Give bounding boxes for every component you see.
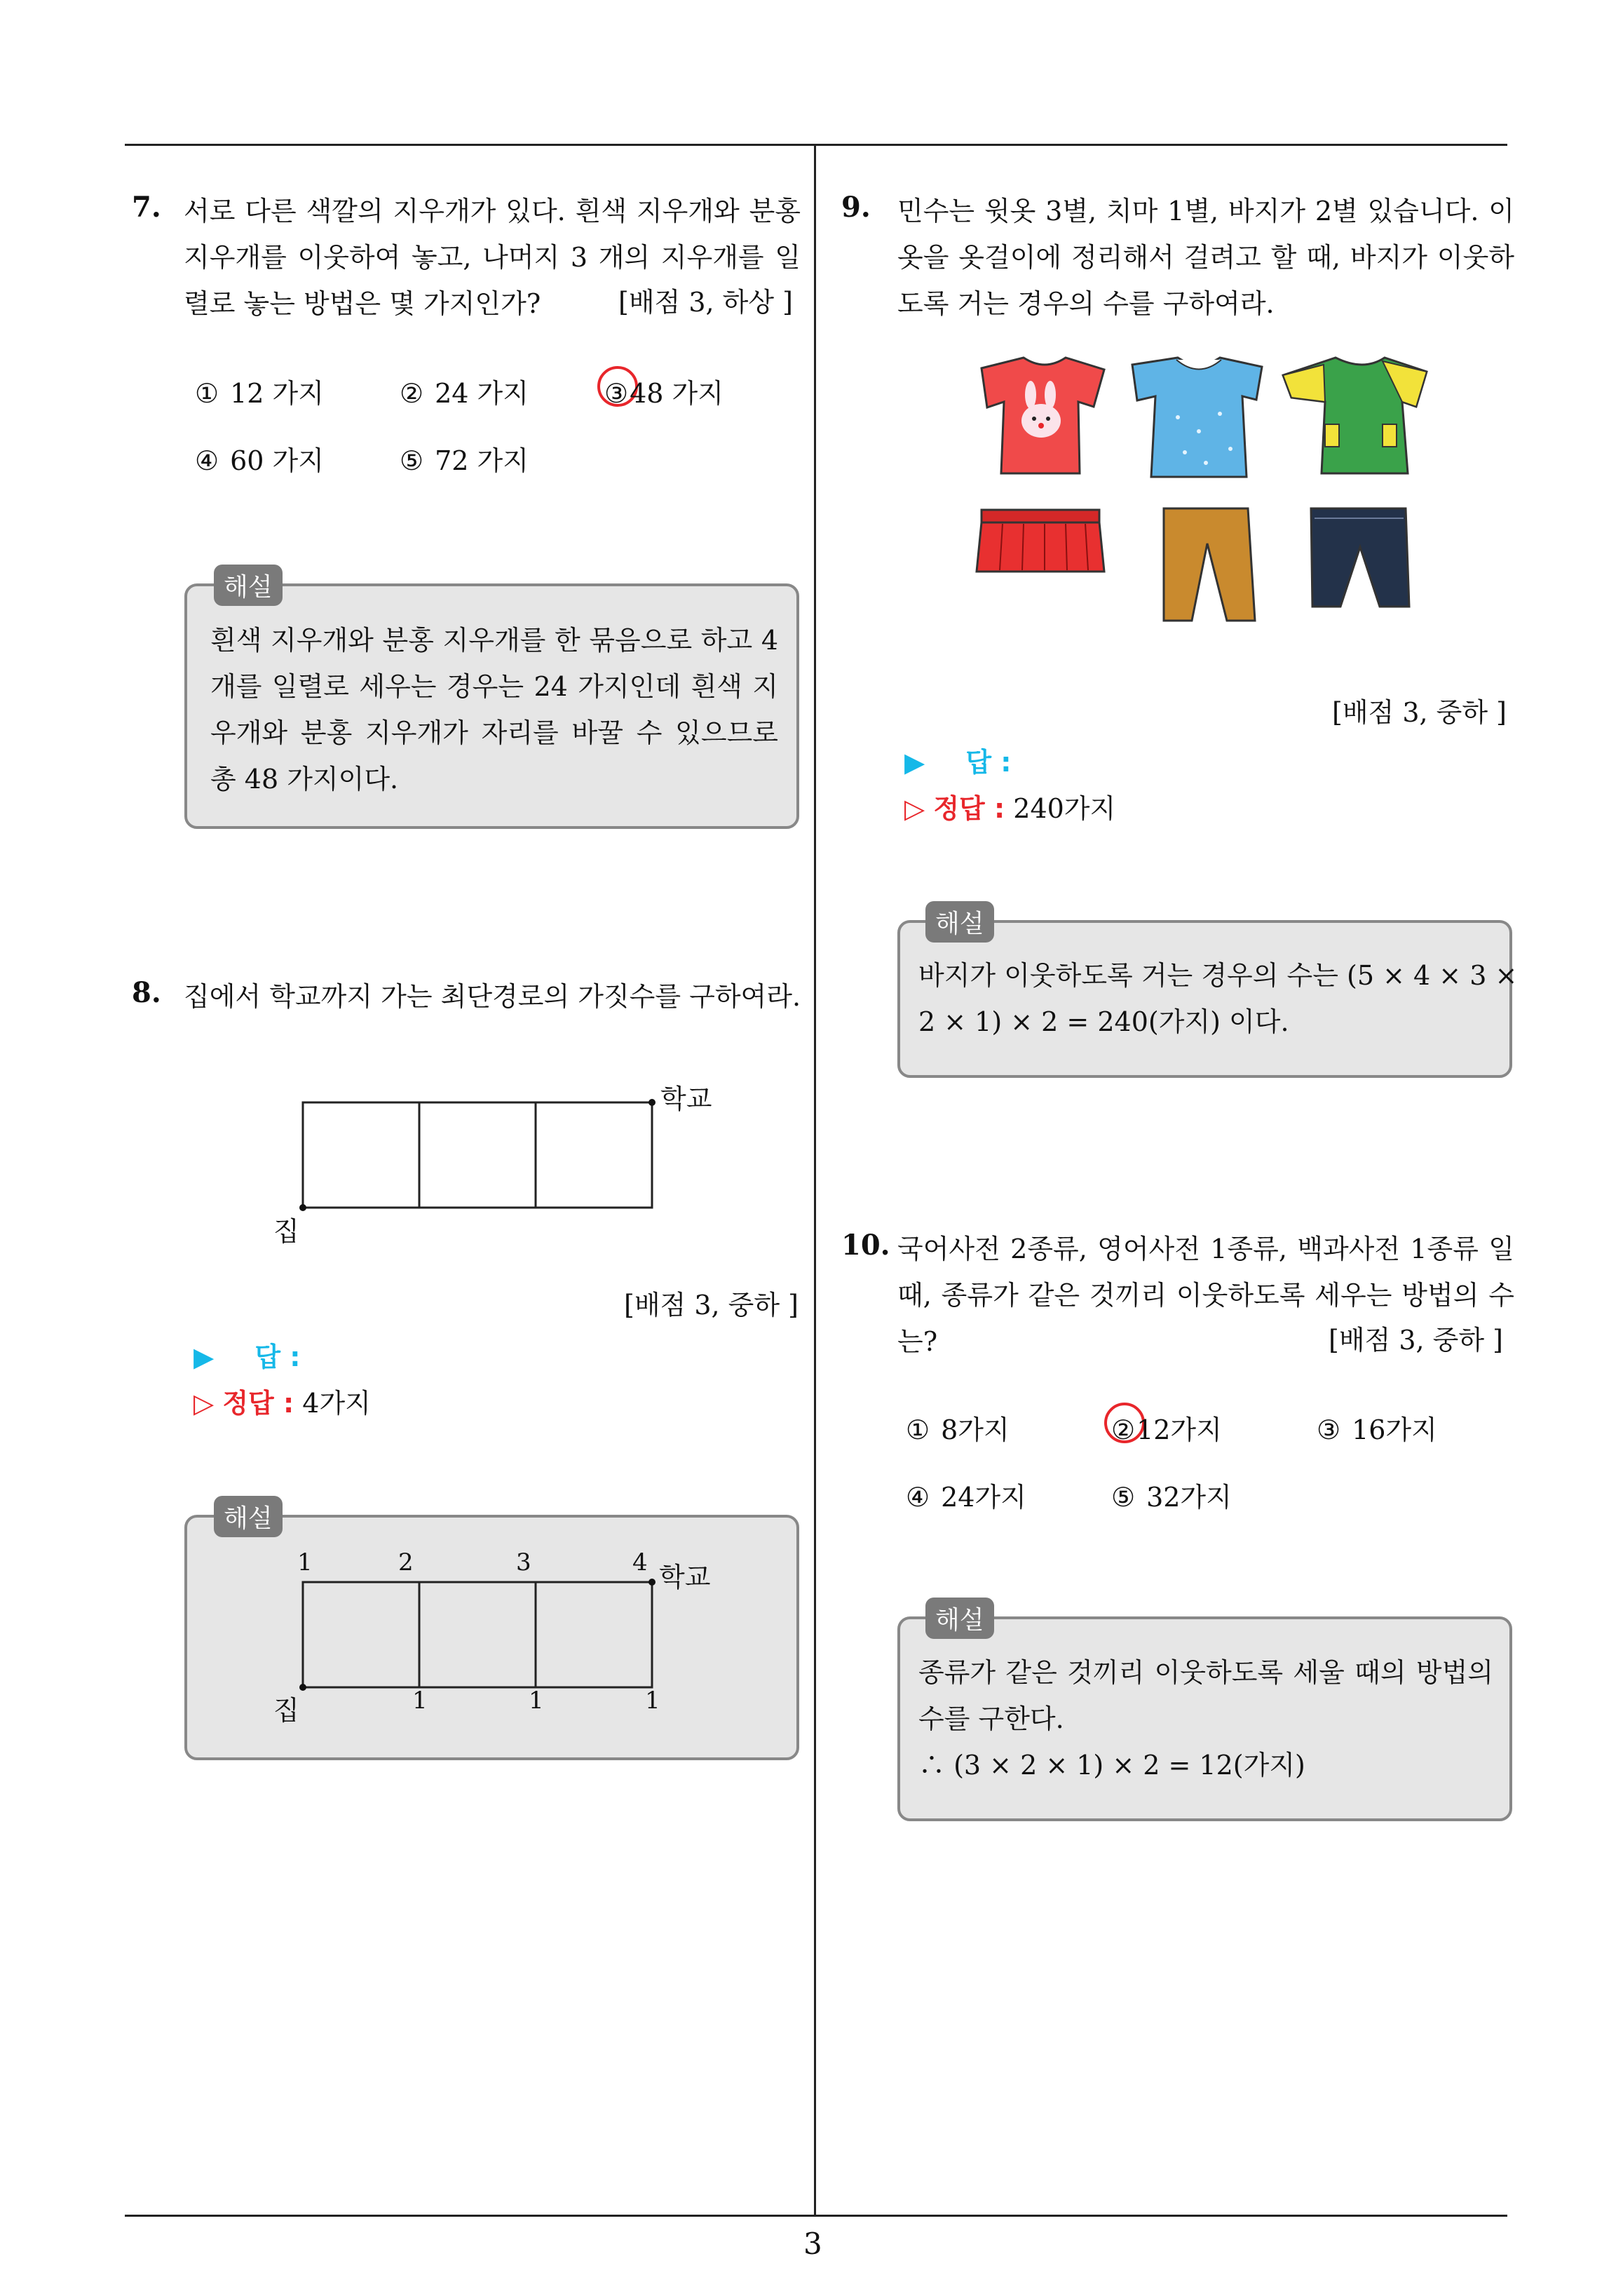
q10-choice-3[interactable] <box>1317 1408 1437 1447</box>
choice-label: 12 가지 <box>230 378 324 409</box>
q7-explanation-tag: 해설 <box>214 565 283 606</box>
choice-label: 24가지 <box>941 1482 1026 1513</box>
q8-grid-diagram <box>266 1073 729 1255</box>
question-10-number: 10. <box>841 1229 890 1262</box>
choice-label: 12가지 <box>1136 1414 1222 1445</box>
q8-correct-line <box>193 1382 371 1420</box>
q10-choice-1[interactable] <box>906 1408 1010 1447</box>
choice-mark: ① <box>195 378 219 409</box>
choice-mark: ⑤ <box>1111 1482 1136 1513</box>
choice-label: 24 가지 <box>435 378 529 409</box>
choice-mark: ③ <box>604 378 629 409</box>
question-8-number: 8. <box>132 976 161 1009</box>
correct-label: 정답 : <box>222 1388 294 1419</box>
dark-jeans-icon <box>1311 508 1409 607</box>
question-7-points: [배점 3, 하상 ] <box>618 287 793 318</box>
blue-blouse-icon <box>1132 358 1262 477</box>
q8-explanation-tag: 해설 <box>214 1496 283 1537</box>
correct-arrow-icon: ▷ <box>193 1388 215 1419</box>
count-label: 1 <box>645 1687 660 1715</box>
q7-choice-2[interactable] <box>400 372 529 410</box>
q8-expl-start-label: 집 <box>273 1695 299 1726</box>
question-7-text: 서로 다른 색깔의 지우개가 있다. 흰색 지우개와 분홍 지우개를 이웃하여 놓고, 나머지 3 개의 지우개를 일렬로 놓는 방법은 몇 가지인가? <box>184 196 801 319</box>
correct-label: 정답 : <box>933 793 1005 824</box>
q10-choice-2[interactable] <box>1111 1408 1222 1447</box>
choice-mark: ② <box>400 378 424 409</box>
answer-label: 답 : <box>254 1342 301 1372</box>
q7-choice-3[interactable] <box>604 372 724 410</box>
green-dress-icon <box>1283 358 1427 473</box>
choice-label: 60 가지 <box>230 445 324 476</box>
choice-mark: ④ <box>195 445 219 476</box>
choice-mark: ① <box>906 1414 930 1445</box>
answer-label: 답 : <box>965 747 1012 778</box>
choice-label: 8가지 <box>941 1414 1010 1445</box>
answer-arrow-icon: ▶ <box>904 747 925 778</box>
red-skirt-icon <box>977 510 1104 572</box>
q9-explanation-line-1: 바지가 이웃하도록 거는 경우의 수는 (5 × 4 × 3 × <box>918 960 1518 991</box>
q10-choice-4[interactable] <box>906 1475 1026 1514</box>
q7-choice-4[interactable] <box>195 439 324 478</box>
q8-answer-line <box>193 1335 300 1374</box>
q8-explanation-grid <box>266 1564 687 1704</box>
q8-start-label: 집 <box>273 1216 299 1247</box>
answer-arrow-icon: ▶ <box>193 1342 215 1372</box>
q10-choice-5[interactable] <box>1111 1475 1232 1514</box>
count-label: 1 <box>412 1687 428 1715</box>
choice-label: 72 가지 <box>435 445 529 476</box>
choice-mark: ⑤ <box>400 445 424 476</box>
question-10-points: [배점 3, 중하 ] <box>1329 1325 1503 1356</box>
count-label: 2 <box>398 1548 414 1576</box>
question-10-text: 국어사전 2종류, 영어사전 1종류, 백과사전 1종류 일 때, 종류가 같은 것끼리 이웃하도록 세우는 방법의 수는? <box>897 1234 1514 1357</box>
column-divider <box>814 144 816 2216</box>
choice-mark: ② <box>1111 1414 1136 1445</box>
bottom-rule <box>125 2215 1507 2217</box>
choice-label: 48 가지 <box>630 378 724 409</box>
q7-explanation-text: 흰색 지우개와 분홍 지우개를 한 묶음으로 하고 4 개를 일렬로 세우는 경우는 24 가지인데 흰색 지우개와 분홍 지우개가 자리를 바꿀 수 있으므로 총 48 가지이다. <box>210 625 778 795</box>
correct-value: 240가지 <box>1013 793 1116 824</box>
page-number: 3 <box>803 2227 822 2261</box>
q9-answer-line <box>904 741 1011 779</box>
correct-value: 4가지 <box>302 1388 371 1419</box>
q9-correct-line <box>904 787 1115 825</box>
question-9-text: 민수는 윗옷 3별, 치마 1별, 바지가 2별 있습니다. 이 옷을 옷걸이에 정리해서 걸려고 할 때, 바지가 이웃하도록 거는 경우의 수를 구하여라. <box>897 196 1514 319</box>
question-8-points: [배점 3, 중하 ] <box>624 1290 799 1321</box>
top-rule <box>125 144 1507 146</box>
count-label: 3 <box>516 1548 531 1576</box>
q7-choice-1[interactable] <box>195 372 324 410</box>
choice-mark: ④ <box>906 1482 930 1513</box>
q9-explanation-tag: 해설 <box>925 901 994 943</box>
q8-end-label: 학교 <box>660 1083 712 1114</box>
q10-explanation-line-1: 종류가 같은 것끼리 이웃하도록 세울 때의 방법의 수를 구한다. <box>918 1657 1493 1734</box>
q10-explanation-tag: 해설 <box>925 1598 994 1639</box>
q9-explanation-line-2: 2 × 1) × 2 = 240(가지) 이다. <box>918 1006 1289 1037</box>
q10-explanation-line-2: ∴ (3 × 2 × 1) × 2 = 12(가지) <box>918 1750 1305 1781</box>
red-tshirt-icon <box>982 358 1104 473</box>
q8-expl-end-label: 학교 <box>659 1562 711 1593</box>
q7-choice-5[interactable] <box>400 439 529 478</box>
choice-mark: ③ <box>1317 1414 1341 1445</box>
correct-arrow-icon: ▷ <box>904 793 925 824</box>
count-label: 1 <box>529 1687 544 1715</box>
question-9-points: [배점 3, 중하 ] <box>1332 697 1507 728</box>
choice-label: 32가지 <box>1146 1482 1232 1513</box>
question-7-number: 7. <box>132 191 161 224</box>
question-8-text: 집에서 학교까지 가는 최단경로의 가짓수를 구하여라. <box>184 981 801 1012</box>
brown-trousers-icon <box>1164 508 1255 621</box>
question-9-number: 9. <box>841 191 871 224</box>
clothes-illustration <box>953 347 1458 628</box>
choice-label: 16가지 <box>1352 1414 1437 1445</box>
count-label: 4 <box>632 1548 648 1576</box>
count-label: 1 <box>297 1548 313 1576</box>
